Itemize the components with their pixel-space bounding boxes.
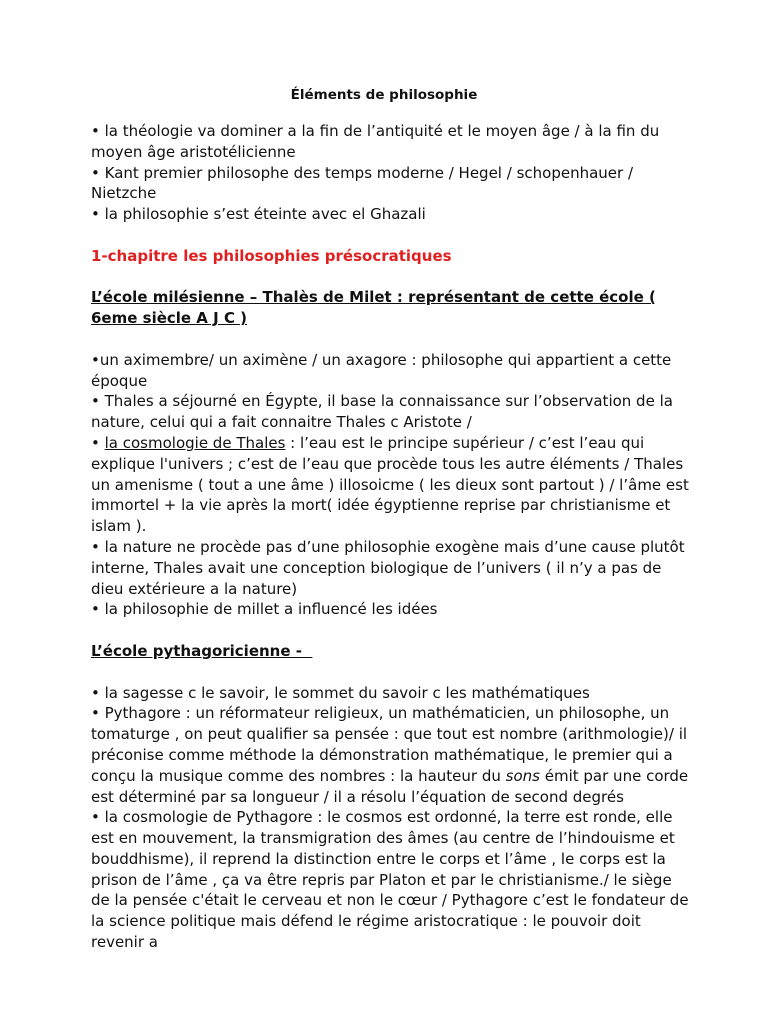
- spacer: [91, 329, 691, 350]
- section-heading-pythagoricienne: L’école pythagoricienne -: [91, 641, 313, 660]
- spacer: [91, 225, 691, 246]
- bullet-thales-egypte: • Thales a séjourné en Égypte, il base la connaissance sur l’observation de la nature, celui qui a fait connaitre Thales c Aristote /: [91, 392, 673, 432]
- spacer: [91, 620, 691, 641]
- intro-bullet-ghazali: • la philosophie s’est éteinte avec el Ghazali: [91, 205, 426, 224]
- bullet-nature: • la nature ne procède pas d’une philosophie exogène mais d’une cause plutôt interne, Thales avait une conception biologique de l’univers ( il n’y a pas de dieu extérieure a la nature): [91, 537, 685, 598]
- document-body: [91, 121, 691, 953]
- intro-bullet-theologie: • la théologie va dominer a la fin de l’antiquité et le moyen âge / à la fin du moyen âge aristotélicienne: [91, 122, 660, 161]
- underlined-term: la cosmologie de Thales: [104, 433, 286, 452]
- bullet-cosmologie-pythagore: • la cosmologie de Pythagore : le cosmos est ordonné, la terre est ronde, elle est en mouvement, la transmigration des âmes (au centre de l’hindouisme et bouddhisme), il reprend la distinction entre le corps et l’âme , le corps est la prison de l’âme , ça va être repris par Platon et par le christianisme./ le siège de la pensée c'était le cerveau et non le cœur / Pythagore c’est le fondateur de la science politique mais défend le régime aristocratique : le pouvoir doit revenir a: [91, 808, 689, 952]
- spacer: [91, 662, 691, 683]
- bullet-aximembre: •un aximembre/ un aximène / un axagore : philosophe qui appartient a cette époque: [91, 350, 672, 390]
- document-title: Éléments de philosophie: [290, 87, 478, 103]
- section-heading-milesienne: L’école milésienne – Thalès de Milet : représentant de cette école ( 6eme siècle A J C ): [91, 288, 656, 328]
- spacer: [91, 267, 691, 288]
- chapter-heading: 1-chapitre les philosophies présocratiques: [91, 246, 452, 265]
- bullet-millet: • la philosophie de millet a influencé les idées: [91, 600, 438, 619]
- bullet-cosmologie-thales: [91, 433, 691, 537]
- bullet-text: émit par une corde est déterminé par sa longueur / il a résolu l’équation de second degrés: [91, 766, 689, 806]
- bullet-marker: •: [91, 433, 105, 452]
- italic-term: sons: [505, 766, 540, 785]
- bullet-pythagore: [91, 703, 691, 807]
- bullet-text: : l’eau est le principe supérieur / c’est l’eau qui explique l'univers ; c’est de l’eau que procède tous les autre éléments / Thales un amenisme ( tout a une âme ) illosoicme ( les dieux sont partout ) / l’âme est immortel + la vie après la mort( idée égyptienne reprise par christianisme et islam ).: [91, 433, 689, 536]
- intro-bullet-kant: • Kant premier philosophe des temps moderne / Hegel / schopenhauer / Nietzche: [91, 163, 633, 203]
- bullet-text: • Pythagore : un réformateur religieux, un mathématicien, un philosophe, un tomaturge , on peut qualifier sa pensée : que tout est nombre (arithmologie)/ il préconise comme méthode la démonstration mathématique, le premier qui a conçu la musique comme des nombres : la hauteur du: [91, 704, 688, 785]
- bullet-sagesse: • la sagesse c le savoir, le sommet du savoir c les mathématiques: [91, 683, 590, 702]
